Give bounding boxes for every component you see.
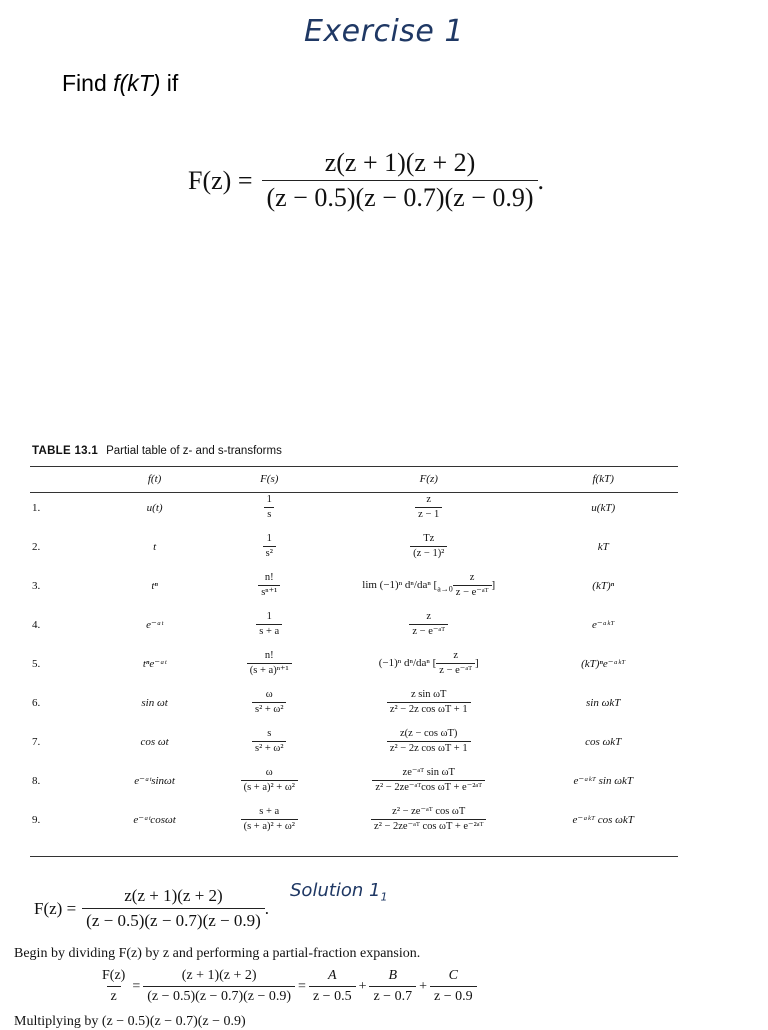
fz-fraction (387, 689, 471, 716)
solution-title-subscript: 1 (380, 890, 388, 904)
fz-fraction (415, 494, 442, 521)
row-number: 9. (32, 813, 41, 826)
page-title: Exercise 1 (303, 14, 465, 49)
row-number: 2. (32, 540, 41, 553)
pf-lhs-num: F(z) (102, 968, 126, 983)
fz-fraction (436, 650, 475, 677)
cell-fs (209, 488, 329, 527)
cell-fkt: sin ωkT (586, 696, 621, 709)
pf-lhs-den: z (107, 986, 121, 1005)
fs-den: s² + ω² (252, 702, 286, 716)
fz-num: z² − ze⁻ᵃᵀ cos ωT (392, 805, 466, 817)
fs-fraction (247, 650, 292, 677)
fz-fraction (371, 806, 486, 833)
pf-a-den: z − 0.5 (309, 986, 356, 1005)
fz-num: z(z − cos ωT) (400, 727, 458, 739)
cell-fs (209, 722, 329, 761)
fs-fraction (264, 494, 275, 521)
cell-fs (209, 644, 329, 683)
row-number: 5. (32, 657, 41, 670)
row-number: 8. (32, 774, 41, 787)
table-caption-label: TABLE 13.1 (32, 445, 99, 457)
pf-mid-num: (z + 1)(z + 2) (181, 968, 257, 983)
table-row (30, 488, 678, 527)
cell-ft: cos ωt (140, 735, 169, 748)
fz-fraction (387, 728, 471, 755)
table-row (30, 566, 678, 605)
fz-num: Tz (423, 532, 435, 544)
pf-plus-1: + (358, 978, 367, 994)
cell-fs (209, 683, 329, 722)
cell-ft: e⁻ᵃᵗcosωt (133, 814, 176, 826)
fz-den: z − e⁻ᵃᵀ (453, 585, 492, 599)
cell-ft: tⁿ (151, 579, 158, 592)
fz-den: z − 1 (415, 507, 442, 521)
fs-num: s (267, 727, 272, 739)
cell-fz (329, 566, 528, 605)
cell-fz (329, 605, 528, 644)
table-row (30, 527, 678, 566)
cell-fs (209, 566, 329, 605)
cell-fs (209, 800, 329, 839)
solution-eq-lhs: F(z) = (34, 898, 77, 918)
equation-lhs: F(z) = (188, 165, 253, 195)
cell-fkt: cos ωkT (585, 735, 622, 748)
equation-numerator: z(z + 1)(z + 2) (324, 148, 476, 177)
pf-mid-den: (z − 0.5)(z − 0.7)(z − 0.9) (143, 986, 295, 1005)
equation-end: . (537, 165, 545, 195)
fs-den: (s + a)ⁿ⁺¹ (247, 663, 292, 677)
prompt-suffix: if (160, 70, 179, 96)
pf-term-b (369, 968, 416, 1005)
cell-fz (329, 488, 528, 527)
fz-suffix: ] (475, 657, 479, 670)
header-fkt: f(kT) (592, 473, 614, 485)
cell-ft: u(t) (146, 501, 163, 514)
fz-num: z (426, 493, 432, 505)
cell-fz (329, 800, 528, 839)
fs-num: 1 (266, 610, 272, 622)
cell-fz (329, 761, 528, 800)
fs-fraction (256, 611, 282, 638)
solution-next-step: Multiplying by (z − 0.5)(z − 0.7)(z − 0.9) (14, 1014, 246, 1029)
fz-den: z² − 2ze⁻ᵃᵀ cos ωT + e⁻²ᵃᵀ (371, 819, 486, 833)
cell-ft: tⁿe⁻ᵃᵗ (142, 658, 167, 670)
cell-fs (209, 605, 329, 644)
fz-fraction (410, 533, 447, 560)
pf-c-den: z − 0.9 (430, 986, 477, 1005)
table-row (30, 605, 678, 644)
fz-den: z − e⁻ᵃᵀ (409, 624, 448, 638)
cell-fs (209, 527, 329, 566)
exercise-prompt (62, 70, 178, 97)
pf-c-num: C (448, 968, 458, 983)
row-number: 6. (32, 696, 41, 709)
fs-den: s (264, 507, 274, 521)
row-number: 7. (32, 735, 41, 748)
fz-num: z sin ωT (410, 688, 447, 700)
row-number: 1. (32, 501, 41, 514)
row-number: 3. (32, 579, 41, 592)
solution-eq-end: . (264, 898, 270, 918)
fz-den: (z − 1)² (410, 546, 447, 560)
fs-num: 1 (266, 493, 272, 505)
table-caption-text: Partial table of z- and s-transforms (106, 445, 282, 457)
header-fz: F(z) (419, 473, 438, 485)
solution-title (290, 880, 388, 904)
fs-fraction (241, 767, 298, 794)
cell-fkt: e⁻ᵃᵏᵀ cos ωkT (572, 814, 634, 826)
fs-fraction (252, 689, 286, 716)
table-row (30, 800, 678, 839)
cell-fs (209, 761, 329, 800)
table-row (30, 683, 678, 722)
table-caption (32, 445, 282, 457)
equation-denominator: (z − 0.5)(z − 0.7)(z − 0.9) (262, 180, 537, 213)
cell-fkt: u(kT) (591, 501, 616, 514)
pf-term-a (309, 968, 356, 1005)
cell-fz (329, 722, 528, 761)
fs-fraction (241, 806, 298, 833)
fs-fraction (263, 533, 276, 560)
fs-den: sⁿ⁺¹ (258, 585, 280, 599)
cell-fkt: e⁻ᵃᵏᵀ (591, 619, 615, 631)
prompt-function: f(kT) (113, 70, 161, 96)
solution-eq-denominator: (z − 0.5)(z − 0.7)(z − 0.9) (82, 908, 265, 931)
fz-num: z (469, 571, 475, 583)
cell-ft: t (153, 540, 157, 553)
cell-ft: e⁻ᵃᵗ (146, 619, 164, 631)
cell-fkt: (kT)ⁿe⁻ᵃᵏᵀ (581, 658, 626, 670)
partial-fraction-expansion (98, 968, 477, 1005)
row-number: 4. (32, 618, 41, 631)
fs-num: n! (264, 649, 274, 661)
table-row (30, 644, 678, 683)
fs-num: n! (264, 571, 274, 583)
fz-limit-sub: a→0 (437, 584, 453, 594)
fs-den: (s + a)² + ω² (241, 780, 298, 794)
table-row (30, 722, 678, 761)
pf-lhs (98, 968, 129, 1005)
fs-fraction (252, 728, 286, 755)
solution-intro: Begin by dividing F(z) by z and performing a partial-fraction expansion. (14, 946, 421, 961)
fs-num: 1 (266, 532, 272, 544)
fs-num: s + a (259, 805, 280, 817)
main-equation (188, 148, 544, 213)
solution-eq-numerator: z(z + 1)(z + 2) (124, 886, 223, 905)
cell-fz (329, 527, 528, 566)
solution-title-text: Solution 1 (290, 880, 381, 901)
pf-equals-2: = (298, 978, 306, 994)
fz-num: z (453, 649, 458, 661)
fz-prefix: (−1)ⁿ dⁿ/daⁿ [ (378, 657, 437, 670)
pf-a-num: A (327, 968, 337, 983)
pf-mid (143, 968, 295, 1005)
header-ft: f(t) (147, 473, 162, 485)
fz-fraction (453, 572, 492, 599)
fz-den: z² − 2z cos ωT + 1 (387, 741, 471, 755)
table-header-row (30, 470, 678, 488)
fs-den: s + a (256, 624, 282, 638)
fs-num: ω (265, 766, 273, 778)
fz-num: ze⁻ᵃᵀ sin ωT (402, 766, 455, 778)
pf-equals-1: = (132, 978, 141, 994)
solution-equation (34, 886, 269, 931)
pf-term-c (430, 968, 477, 1005)
prompt-prefix: Find (62, 70, 114, 96)
fz-den: z² − 2z cos ωT + 1 (387, 702, 471, 716)
cell-ft: sin ωt (141, 696, 168, 709)
equation-fraction (262, 148, 537, 213)
fz-prefix: lim (−1)ⁿ dⁿ/daⁿ [ (362, 579, 438, 592)
fs-den: s² + ω² (252, 741, 286, 755)
table-row (30, 761, 678, 800)
fz-num: z (426, 610, 432, 622)
table-top-rule (30, 466, 678, 467)
solution-eq-fraction (82, 886, 265, 931)
cell-fkt: kT (597, 540, 609, 553)
fz-den: z² − 2ze⁻ᵃᵀcos ωT + e⁻²ᵃᵀ (372, 780, 485, 794)
cell-fz (329, 644, 528, 683)
cell-fz (329, 683, 528, 722)
cell-fkt: (kT)ⁿ (592, 579, 615, 592)
table-bottom-rule (30, 856, 678, 857)
transform-table (30, 470, 678, 839)
pf-b-den: z − 0.7 (369, 986, 416, 1005)
fz-suffix: ] (491, 579, 496, 592)
header-fs: F(s) (260, 473, 279, 485)
cell-ft: e⁻ᵃᵗsinωt (134, 775, 175, 787)
fz-fraction (372, 767, 485, 794)
fz-den: z − e⁻ᵃᵀ (436, 663, 475, 677)
fs-fraction (258, 572, 280, 599)
fs-den: (s + a)² + ω² (241, 819, 298, 833)
pf-plus-2: + (419, 978, 427, 994)
cell-fkt: e⁻ᵃᵏᵀ sin ωkT (573, 775, 633, 787)
fs-num: ω (265, 688, 273, 700)
fs-den: s² (263, 546, 276, 560)
fz-fraction (409, 611, 448, 638)
pf-b-num: B (388, 968, 398, 983)
